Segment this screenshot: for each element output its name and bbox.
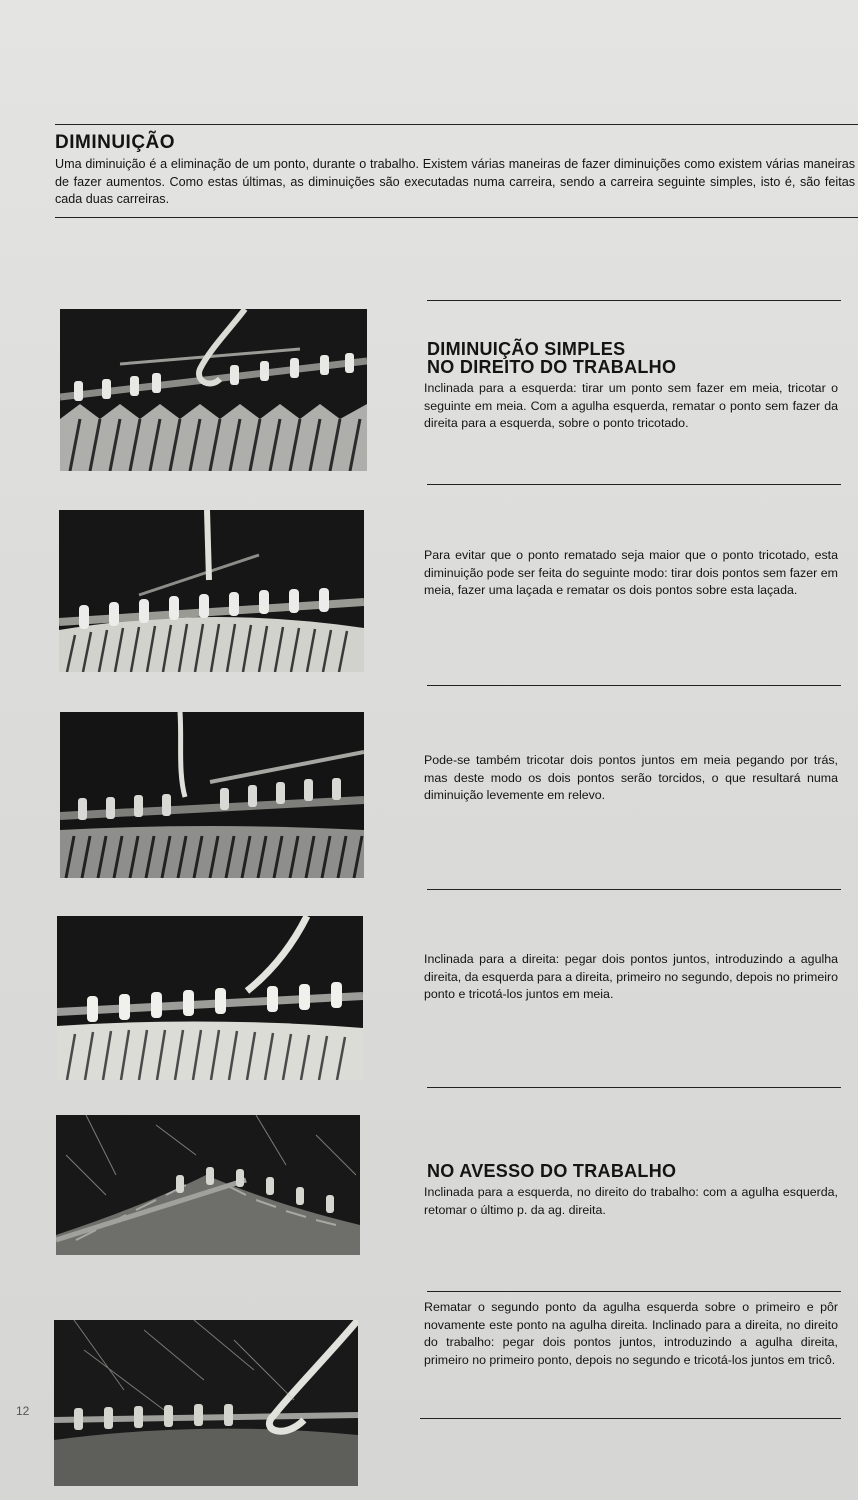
knitting-photo-3-illustration <box>60 712 364 878</box>
section-5-title: NO AVESSO DO TRABALHO <box>427 1161 677 1181</box>
section-1-text: Inclinada para a esquerda: tirar um ponto sem fazer em meia, tricotar o seguinte em meia. Com a agulha esquerda, rematar o ponto sem fazer da direita para a esquerda, sobre o ponto tricotado. <box>424 381 838 431</box>
knitting-photo-6 <box>54 1320 358 1486</box>
intro-bottom-rule <box>55 217 858 218</box>
section-4-bottom-rule <box>427 1087 841 1088</box>
knitting-photo-1-illustration <box>60 309 367 471</box>
knitting-photo-3 <box>60 712 364 878</box>
section-3-text: Pode-se também tricotar dois pontos juntos em meia pegando por trás, mas deste modo os dois pontos serão torcidos, o que resultará numa diminuição levemente em relevo. <box>424 753 838 803</box>
knitting-photo-4 <box>57 916 363 1080</box>
page-number: 12 <box>16 1404 30 1418</box>
section-2-bottom-rule <box>427 685 841 686</box>
section-1-bottom-rule <box>427 484 841 485</box>
knitting-photo-5-illustration <box>56 1115 360 1255</box>
section-6-text: Rematar o segundo ponto da agulha esquerda sobre o primeiro e pôr novamente este ponto na agulha direita. Inclinado para a direita, no direito do trabalho: pegar dois pontos juntos, introduzindo a agulha direita, primeiro no primeiro ponto, depois no segundo e tricotá-los juntos em tricô. <box>424 1300 838 1367</box>
knitting-photo-6-illustration <box>54 1320 358 1486</box>
section-1-title-line2: NO DIREITO DO TRABALHO <box>427 357 677 377</box>
knitting-photo-5 <box>56 1115 360 1255</box>
intro-title: DIMINUIÇÃO <box>55 132 176 153</box>
intro-text: Uma diminuição é a eliminação de um ponto, durante o trabalho. Existem várias maneiras de fazer diminuições como existem várias maneiras de fazer aumentos. Como estas últimas, as diminuições são executadas numa carreira, sendo a carreira seguinte simples, isto é, são feitas cada duas carreiras. <box>55 157 855 206</box>
section-4-text: Inclinada para a direita: pegar dois pontos juntos, introduzindo a agulha direita, da esquerda para a direita, primeiro no segundo, depois no primeiro ponto e tricotá-los juntos em meia. <box>424 952 838 1002</box>
knitting-photo-2 <box>59 510 364 672</box>
section-6-bottom-rule <box>420 1418 841 1419</box>
section-3-bottom-rule <box>427 889 841 890</box>
section-5-text: Inclinada para a esquerda, no direito do trabalho: com a agulha esquerda, retomar o último p. da ag. direita. <box>424 1185 838 1217</box>
knitting-photo-4-illustration <box>57 916 363 1080</box>
knitting-photo-1 <box>60 309 367 471</box>
knitting-photo-2-illustration <box>59 510 364 672</box>
section-5-bottom-rule <box>427 1291 841 1292</box>
section-1-top-rule <box>427 300 841 301</box>
section-1-title-line1: DIMINUIÇÃO SIMPLES <box>427 339 626 359</box>
intro-top-rule <box>55 124 858 125</box>
section-2-text: Para evitar que o ponto rematado seja maior que o ponto tricotado, esta diminuição pode ser feita do seguinte modo: tirar dois pontos sem fazer em meia, fazer uma laçada e rematar os dois pontos sobre esta laçada. <box>424 548 838 598</box>
